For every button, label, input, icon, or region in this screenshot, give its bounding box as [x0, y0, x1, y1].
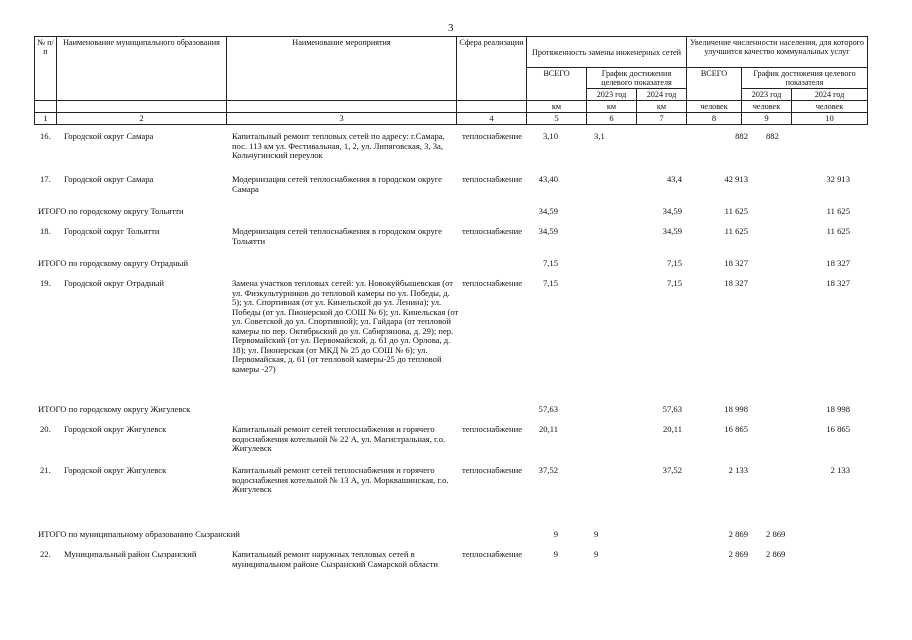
length-total: 3,10	[542, 131, 558, 141]
length-total: 37,52	[538, 465, 558, 475]
col-number: 8	[687, 113, 742, 125]
page-number: 3	[448, 22, 454, 34]
col-number: 1	[35, 113, 57, 125]
population-total: 16 865	[724, 424, 748, 434]
header-length-schedule: График достижения целевого показателя	[587, 68, 687, 89]
length-total: 9	[553, 529, 558, 539]
col-number: 5	[527, 113, 587, 125]
row-number: 21.	[40, 465, 51, 475]
event-name: Капитальный ремонт сетей теплоснабжения и горячего водоснабжения котельной № 22 А, ул. Магистральная, г.о. Жигулевск	[232, 424, 446, 453]
length-total: 57,63	[538, 404, 558, 414]
length-total: 43,40	[538, 174, 558, 184]
length-2024: 37,52	[662, 465, 682, 475]
header-event: Наименование мероприятия	[227, 37, 457, 101]
col-number: 6	[587, 113, 637, 125]
sphere: теплоснабжение	[462, 174, 523, 184]
length-total: 20,11	[538, 424, 558, 434]
event-name: Замена участков тепловых сетей: ул. Новокуйбышевская (от ул. Физкультурников до тепловой камеры по ул. Победы, д. 5); ул. Спортивная (от ул. Кинельской до ул. Ленина); ул. Победы (от ул. Пионерской до СОШ № 6); ул. Кинельская (от ул. Советской до ул. Спортивной); ул. Гайдара (от тепловой камеры по пер. Октябрьский до ул. Сабирзянова, д. 29); пер. Первомайский (от ул. Первомайской, д. 61 до ул. Орлова, д. 18); ул. Пионерская (от МКД № 25 до СОШ № 6); ул. Первомайская, д. 61 (от тепловой камеры-25 до тепловой камеры -27)	[232, 278, 459, 374]
sphere: теплоснабжение	[462, 131, 523, 141]
col-number: 2	[57, 113, 227, 125]
header-length-total: ВСЕГО	[527, 68, 587, 101]
col-number: 7	[637, 113, 687, 125]
length-2023: 9	[594, 549, 599, 559]
population-2024: 11 625	[826, 206, 850, 216]
municipality-name: Городской округ Жигулевск	[64, 465, 167, 475]
row-number: 18.	[40, 226, 51, 236]
length-2024: 34,59	[662, 226, 682, 236]
header-length: Протяженность замены инженерных сетей	[527, 37, 687, 68]
population-2023: 2 869	[766, 529, 786, 539]
length-total: 7,15	[542, 278, 558, 288]
population-total: 882	[735, 131, 748, 141]
length-2023: 3,1	[594, 131, 605, 141]
municipality-name: Городской округ Жигулевск	[64, 424, 167, 434]
population-2024: 2 133	[830, 465, 850, 475]
header-population: Увеличение численности населения, для которого улучшится качество коммунальных услуг	[687, 37, 868, 68]
length-2024: 43,4	[666, 174, 682, 184]
population-total: 42 913	[724, 174, 748, 184]
population-2024: 18 327	[826, 258, 850, 268]
total-label: ИТОГО по городскому округу Тольятти	[38, 206, 184, 216]
population-total: 18 998	[724, 404, 748, 414]
col-number: 4	[457, 113, 527, 125]
event-name: Модернизация сетей теплоснабжения в городском округе Самара	[232, 174, 442, 194]
population-total: 18 327	[724, 258, 748, 268]
row-number: 22.	[40, 549, 51, 559]
length-total: 34,59	[538, 206, 558, 216]
population-total: 2 133	[728, 465, 748, 475]
sphere: теплоснабжение	[462, 424, 523, 434]
municipality-name: Городской округ Самара	[64, 131, 154, 141]
row-number: 19.	[40, 278, 51, 288]
unit-people: человек	[792, 101, 868, 113]
table-header	[34, 36, 868, 125]
row-number: 17.	[40, 174, 51, 184]
header-pop-2023: 2023 год	[742, 89, 792, 101]
length-2024: 57,63	[662, 404, 682, 414]
population-total: 11 625	[724, 206, 748, 216]
header-length-2023: 2023 год	[587, 89, 637, 101]
header-pop-schedule: График достижения целевого показателя	[742, 68, 868, 89]
total-label: ИТОГО по городскому округу Жигулевск	[38, 404, 191, 414]
col-number: 9	[742, 113, 792, 125]
unit-people: человек	[742, 101, 792, 113]
header-sphere: Сфера реализации	[457, 37, 527, 101]
municipality-name: Городской округ Самара	[64, 174, 154, 184]
unit-km: км	[637, 101, 687, 113]
row-number: 16.	[40, 131, 51, 141]
length-2024: 7,15	[666, 278, 682, 288]
length-2024: 7,15	[666, 258, 682, 268]
header-pop-2024: 2024 год	[792, 89, 868, 101]
event-name: Капитальный ремонт наружных тепловых сетей в муниципальном районе Сызранский Самарской области	[232, 549, 439, 569]
population-2023: 2 869	[766, 549, 786, 559]
population-total: 11 625	[724, 226, 748, 236]
length-2023: 9	[594, 529, 599, 539]
unit-people: человек	[687, 101, 742, 113]
population-2024: 18 998	[826, 404, 850, 414]
population-2024: 18 327	[826, 278, 850, 288]
municipality-name: Муниципальный район Сызранский	[64, 549, 197, 559]
length-2024: 20,11	[662, 424, 682, 434]
municipality-name: Городской округ Тольятти	[64, 226, 160, 236]
population-total: 2 869	[728, 549, 748, 559]
population-2023: 882	[766, 131, 779, 141]
sphere: теплоснабжение	[462, 226, 523, 236]
length-total: 7,15	[542, 258, 558, 268]
sphere: теплоснабжение	[462, 465, 523, 475]
length-total: 34,59	[538, 226, 558, 236]
row-number: 20.	[40, 424, 51, 434]
col-number: 10	[792, 113, 868, 125]
sphere: теплоснабжение	[462, 278, 523, 288]
population-2024: 32 913	[826, 174, 850, 184]
population-2024: 16 865	[826, 424, 850, 434]
unit-km: км	[587, 101, 637, 113]
length-total: 9	[553, 549, 558, 559]
event-name: Капитальный ремонт сетей теплоснабжения и горячего водоснабжения котельной № 13 А, ул. Морквашинская, г.о. Жигулевск	[232, 465, 449, 494]
event-name: Модернизация сетей теплоснабжения в городском округе Тольятти	[232, 226, 442, 246]
total-label: ИТОГО по муниципальному образованию Сызранский	[38, 529, 240, 539]
unit-km: км	[527, 101, 587, 113]
col-number: 3	[227, 113, 457, 125]
header-num: № п/п	[35, 37, 57, 101]
population-total: 18 327	[724, 278, 748, 288]
header-length-2024: 2024 год	[637, 89, 687, 101]
municipality-name: Городской округ Отрадный	[64, 278, 164, 288]
sphere: теплоснабжение	[462, 549, 523, 559]
population-total: 2 869	[728, 529, 748, 539]
total-label: ИТОГО по городскому округу Отрадный	[38, 258, 189, 268]
header-municipality: Наименование муниципального образования	[57, 37, 227, 101]
length-2024: 34,59	[662, 206, 682, 216]
population-2024: 11 625	[826, 226, 850, 236]
event-name: Капитальный ремонт тепловых сетей по адресу: г.Самара, пос. 113 км ул. Фестивальная, 1, 2, ул. Липяговская, 3, 3а, Кольчугинский переулок	[232, 131, 445, 160]
header-pop-total: ВСЕГО	[687, 68, 742, 101]
